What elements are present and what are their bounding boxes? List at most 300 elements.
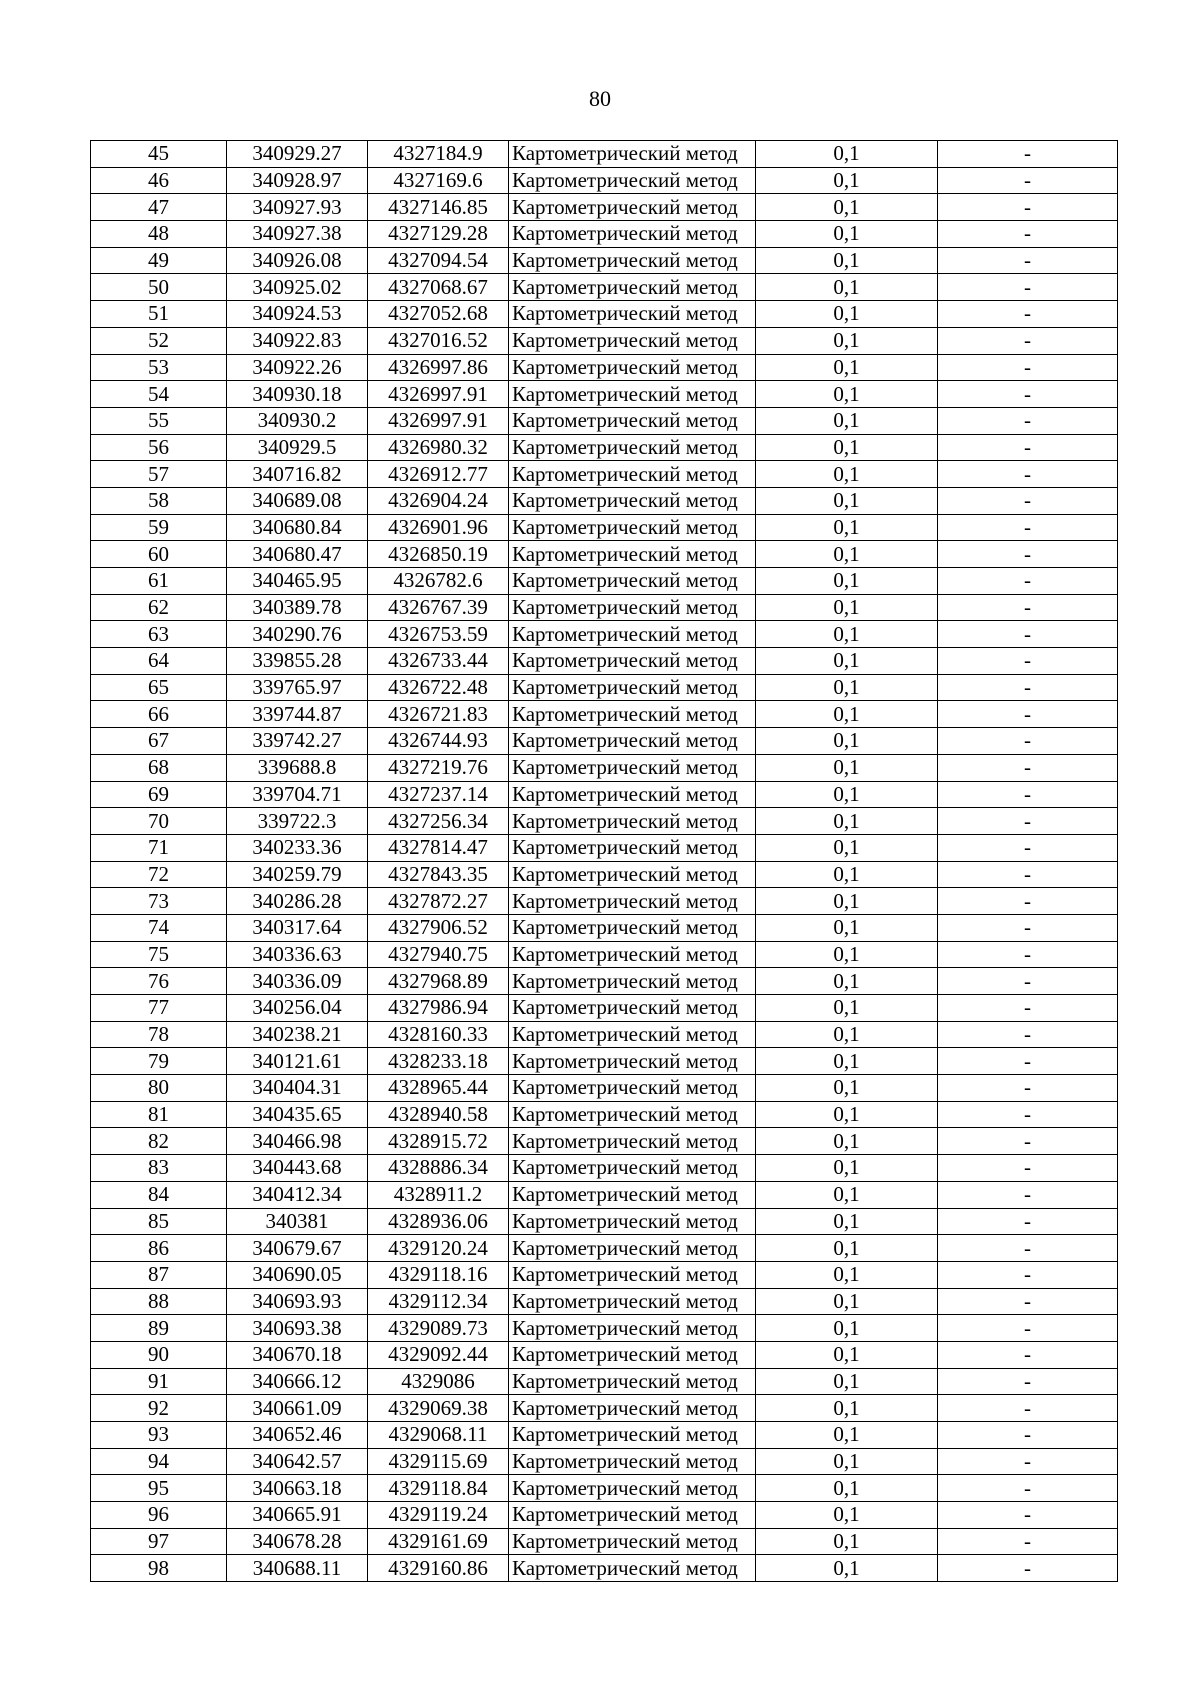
y-coordinate-cell: 4329092.44 xyxy=(368,1341,509,1368)
x-coordinate-cell: 340443.68 xyxy=(227,1155,368,1182)
method-cell: Картометрический метод xyxy=(509,514,756,541)
accuracy-cell: 0,1 xyxy=(756,1261,938,1288)
accuracy-cell: 0,1 xyxy=(756,781,938,808)
y-coordinate-cell: 4329120.24 xyxy=(368,1235,509,1262)
note-cell: - xyxy=(938,141,1118,168)
point-number-cell: 89 xyxy=(91,1315,227,1342)
point-number-cell: 65 xyxy=(91,674,227,701)
x-coordinate-cell: 340666.12 xyxy=(227,1368,368,1395)
method-cell: Картометрический метод xyxy=(509,701,756,728)
x-coordinate-cell: 340690.05 xyxy=(227,1261,368,1288)
y-coordinate-cell: 4328936.06 xyxy=(368,1208,509,1235)
accuracy-cell: 0,1 xyxy=(756,1208,938,1235)
x-coordinate-cell: 340404.31 xyxy=(227,1075,368,1102)
point-number-cell: 57 xyxy=(91,461,227,488)
table-row xyxy=(91,1208,1118,1235)
y-coordinate-cell: 4327968.89 xyxy=(368,968,509,995)
table-row xyxy=(91,327,1118,354)
table-row xyxy=(91,941,1118,968)
y-coordinate-cell: 4326850.19 xyxy=(368,541,509,568)
point-number-cell: 90 xyxy=(91,1341,227,1368)
x-coordinate-cell: 339765.97 xyxy=(227,674,368,701)
table-row xyxy=(91,354,1118,381)
accuracy-cell: 0,1 xyxy=(756,914,938,941)
x-coordinate-cell: 339742.27 xyxy=(227,728,368,755)
table-row xyxy=(91,514,1118,541)
point-number-cell: 98 xyxy=(91,1555,227,1582)
y-coordinate-cell: 4327016.52 xyxy=(368,327,509,354)
x-coordinate-cell: 340693.38 xyxy=(227,1315,368,1342)
method-cell: Картометрический метод xyxy=(509,1288,756,1315)
point-number-cell: 80 xyxy=(91,1075,227,1102)
y-coordinate-cell: 4327129.28 xyxy=(368,221,509,248)
accuracy-cell: 0,1 xyxy=(756,568,938,595)
table-row xyxy=(91,621,1118,648)
table-row xyxy=(91,914,1118,941)
note-cell: - xyxy=(938,1128,1118,1155)
point-number-cell: 94 xyxy=(91,1448,227,1475)
note-cell: - xyxy=(938,221,1118,248)
table-row xyxy=(91,888,1118,915)
table-row xyxy=(91,221,1118,248)
x-coordinate-cell: 340389.78 xyxy=(227,594,368,621)
point-number-cell: 95 xyxy=(91,1475,227,1502)
x-coordinate-cell: 340381 xyxy=(227,1208,368,1235)
point-number-cell: 78 xyxy=(91,1021,227,1048)
x-coordinate-cell: 340435.65 xyxy=(227,1101,368,1128)
table-row xyxy=(91,1075,1118,1102)
x-coordinate-cell: 340233.36 xyxy=(227,834,368,861)
x-coordinate-cell: 340663.18 xyxy=(227,1475,368,1502)
note-cell: - xyxy=(938,754,1118,781)
accuracy-cell: 0,1 xyxy=(756,1075,938,1102)
x-coordinate-cell: 340642.57 xyxy=(227,1448,368,1475)
note-cell: - xyxy=(938,568,1118,595)
method-cell: Картометрический метод xyxy=(509,434,756,461)
note-cell: - xyxy=(938,1048,1118,1075)
point-number-cell: 54 xyxy=(91,381,227,408)
method-cell: Картометрический метод xyxy=(509,621,756,648)
note-cell: - xyxy=(938,701,1118,728)
accuracy-cell: 0,1 xyxy=(756,674,938,701)
method-cell: Картометрический метод xyxy=(509,808,756,835)
method-cell: Картометрический метод xyxy=(509,381,756,408)
method-cell: Картометрический метод xyxy=(509,781,756,808)
note-cell: - xyxy=(938,167,1118,194)
method-cell: Картометрический метод xyxy=(509,301,756,328)
x-coordinate-cell: 340929.5 xyxy=(227,434,368,461)
method-cell: Картометрический метод xyxy=(509,327,756,354)
accuracy-cell: 0,1 xyxy=(756,541,938,568)
point-number-cell: 70 xyxy=(91,808,227,835)
y-coordinate-cell: 4329160.86 xyxy=(368,1555,509,1582)
x-coordinate-cell: 340927.93 xyxy=(227,194,368,221)
table-row xyxy=(91,434,1118,461)
note-cell: - xyxy=(938,1422,1118,1449)
method-cell: Картометрический метод xyxy=(509,541,756,568)
note-cell: - xyxy=(938,941,1118,968)
method-cell: Картометрический метод xyxy=(509,594,756,621)
y-coordinate-cell: 4329118.84 xyxy=(368,1475,509,1502)
method-cell: Картометрический метод xyxy=(509,968,756,995)
table-row xyxy=(91,541,1118,568)
accuracy-cell: 0,1 xyxy=(756,274,938,301)
table-row xyxy=(91,141,1118,168)
x-coordinate-cell: 340466.98 xyxy=(227,1128,368,1155)
table-row xyxy=(91,808,1118,835)
table-row xyxy=(91,1395,1118,1422)
point-number-cell: 61 xyxy=(91,568,227,595)
x-coordinate-cell: 340716.82 xyxy=(227,461,368,488)
method-cell: Картометрический метод xyxy=(509,1341,756,1368)
note-cell: - xyxy=(938,1181,1118,1208)
point-number-cell: 51 xyxy=(91,301,227,328)
accuracy-cell: 0,1 xyxy=(756,1235,938,1262)
accuracy-cell: 0,1 xyxy=(756,1528,938,1555)
accuracy-cell: 0,1 xyxy=(756,1341,938,1368)
table-row xyxy=(91,1315,1118,1342)
point-number-cell: 47 xyxy=(91,194,227,221)
note-cell: - xyxy=(938,1395,1118,1422)
point-number-cell: 46 xyxy=(91,167,227,194)
note-cell: - xyxy=(938,728,1118,755)
note-cell: - xyxy=(938,621,1118,648)
coordinates-table-body xyxy=(91,141,1118,1582)
y-coordinate-cell: 4329086 xyxy=(368,1368,509,1395)
note-cell: - xyxy=(938,194,1118,221)
method-cell: Картометрический метод xyxy=(509,861,756,888)
accuracy-cell: 0,1 xyxy=(756,221,938,248)
accuracy-cell: 0,1 xyxy=(756,327,938,354)
accuracy-cell: 0,1 xyxy=(756,941,938,968)
y-coordinate-cell: 4327068.67 xyxy=(368,274,509,301)
x-coordinate-cell: 339704.71 xyxy=(227,781,368,808)
point-number-cell: 62 xyxy=(91,594,227,621)
y-coordinate-cell: 4328886.34 xyxy=(368,1155,509,1182)
note-cell: - xyxy=(938,407,1118,434)
x-coordinate-cell: 340336.09 xyxy=(227,968,368,995)
point-number-cell: 75 xyxy=(91,941,227,968)
method-cell: Картометрический метод xyxy=(509,1048,756,1075)
method-cell: Картометрический метод xyxy=(509,834,756,861)
accuracy-cell: 0,1 xyxy=(756,1395,938,1422)
table-row xyxy=(91,1341,1118,1368)
accuracy-cell: 0,1 xyxy=(756,434,938,461)
y-coordinate-cell: 4326767.39 xyxy=(368,594,509,621)
table-row xyxy=(91,461,1118,488)
accuracy-cell: 0,1 xyxy=(756,141,938,168)
note-cell: - xyxy=(938,434,1118,461)
point-number-cell: 96 xyxy=(91,1502,227,1529)
point-number-cell: 74 xyxy=(91,914,227,941)
method-cell: Картометрический метод xyxy=(509,1315,756,1342)
y-coordinate-cell: 4328160.33 xyxy=(368,1021,509,1048)
y-coordinate-cell: 4327814.47 xyxy=(368,834,509,861)
accuracy-cell: 0,1 xyxy=(756,1448,938,1475)
accuracy-cell: 0,1 xyxy=(756,1288,938,1315)
point-number-cell: 53 xyxy=(91,354,227,381)
accuracy-cell: 0,1 xyxy=(756,1101,938,1128)
table-row xyxy=(91,1368,1118,1395)
point-number-cell: 97 xyxy=(91,1528,227,1555)
x-coordinate-cell: 340336.63 xyxy=(227,941,368,968)
y-coordinate-cell: 4326904.24 xyxy=(368,487,509,514)
note-cell: - xyxy=(938,968,1118,995)
accuracy-cell: 0,1 xyxy=(756,1422,938,1449)
point-number-cell: 50 xyxy=(91,274,227,301)
table-row xyxy=(91,1448,1118,1475)
point-number-cell: 92 xyxy=(91,1395,227,1422)
table-row xyxy=(91,1128,1118,1155)
note-cell: - xyxy=(938,381,1118,408)
note-cell: - xyxy=(938,541,1118,568)
method-cell: Картометрический метод xyxy=(509,995,756,1022)
table-row xyxy=(91,1101,1118,1128)
x-coordinate-cell: 340678.28 xyxy=(227,1528,368,1555)
point-number-cell: 85 xyxy=(91,1208,227,1235)
method-cell: Картометрический метод xyxy=(509,1502,756,1529)
page-number: 80 xyxy=(589,86,611,111)
method-cell: Картометрический метод xyxy=(509,1475,756,1502)
note-cell: - xyxy=(938,1155,1118,1182)
point-number-cell: 82 xyxy=(91,1128,227,1155)
table-row xyxy=(91,194,1118,221)
y-coordinate-cell: 4329089.73 xyxy=(368,1315,509,1342)
point-number-cell: 77 xyxy=(91,995,227,1022)
method-cell: Картометрический метод xyxy=(509,167,756,194)
x-coordinate-cell: 339744.87 xyxy=(227,701,368,728)
y-coordinate-cell: 4327256.34 xyxy=(368,808,509,835)
y-coordinate-cell: 4327237.14 xyxy=(368,781,509,808)
accuracy-cell: 0,1 xyxy=(756,1555,938,1582)
point-number-cell: 72 xyxy=(91,861,227,888)
method-cell: Картометрический метод xyxy=(509,728,756,755)
point-number-cell: 73 xyxy=(91,888,227,915)
table-row xyxy=(91,487,1118,514)
table-row xyxy=(91,861,1118,888)
method-cell: Картометрический метод xyxy=(509,941,756,968)
point-number-cell: 60 xyxy=(91,541,227,568)
table-row xyxy=(91,1502,1118,1529)
table-row xyxy=(91,1261,1118,1288)
accuracy-cell: 0,1 xyxy=(756,621,938,648)
method-cell: Картометрический метод xyxy=(509,1422,756,1449)
accuracy-cell: 0,1 xyxy=(756,1128,938,1155)
note-cell: - xyxy=(938,1528,1118,1555)
y-coordinate-cell: 4326980.32 xyxy=(368,434,509,461)
x-coordinate-cell: 339722.3 xyxy=(227,808,368,835)
note-cell: - xyxy=(938,914,1118,941)
method-cell: Картометрический метод xyxy=(509,1101,756,1128)
note-cell: - xyxy=(938,1261,1118,1288)
x-coordinate-cell: 340922.26 xyxy=(227,354,368,381)
table-row xyxy=(91,1181,1118,1208)
x-coordinate-cell: 339688.8 xyxy=(227,754,368,781)
table-row xyxy=(91,1288,1118,1315)
x-coordinate-cell: 340661.09 xyxy=(227,1395,368,1422)
x-coordinate-cell: 340652.46 xyxy=(227,1422,368,1449)
y-coordinate-cell: 4326912.77 xyxy=(368,461,509,488)
method-cell: Картометрический метод xyxy=(509,194,756,221)
point-number-cell: 49 xyxy=(91,247,227,274)
accuracy-cell: 0,1 xyxy=(756,247,938,274)
accuracy-cell: 0,1 xyxy=(756,1155,938,1182)
point-number-cell: 93 xyxy=(91,1422,227,1449)
point-number-cell: 55 xyxy=(91,407,227,434)
x-coordinate-cell: 340412.34 xyxy=(227,1181,368,1208)
table-row xyxy=(91,995,1118,1022)
note-cell: - xyxy=(938,1208,1118,1235)
point-number-cell: 87 xyxy=(91,1261,227,1288)
x-coordinate-cell: 340121.61 xyxy=(227,1048,368,1075)
note-cell: - xyxy=(938,834,1118,861)
point-number-cell: 56 xyxy=(91,434,227,461)
method-cell: Картометрический метод xyxy=(509,1448,756,1475)
note-cell: - xyxy=(938,1555,1118,1582)
accuracy-cell: 0,1 xyxy=(756,648,938,675)
table-row xyxy=(91,274,1118,301)
point-number-cell: 81 xyxy=(91,1101,227,1128)
table-row xyxy=(91,781,1118,808)
method-cell: Картометрический метод xyxy=(509,1368,756,1395)
method-cell: Картометрический метод xyxy=(509,1128,756,1155)
point-number-cell: 71 xyxy=(91,834,227,861)
accuracy-cell: 0,1 xyxy=(756,1368,938,1395)
x-coordinate-cell: 340670.18 xyxy=(227,1341,368,1368)
y-coordinate-cell: 4328911.2 xyxy=(368,1181,509,1208)
accuracy-cell: 0,1 xyxy=(756,754,938,781)
method-cell: Картометрический метод xyxy=(509,221,756,248)
table-row xyxy=(91,1235,1118,1262)
x-coordinate-cell: 340688.11 xyxy=(227,1555,368,1582)
table-row xyxy=(91,834,1118,861)
point-number-cell: 64 xyxy=(91,648,227,675)
x-coordinate-cell: 340929.27 xyxy=(227,141,368,168)
method-cell: Картометрический метод xyxy=(509,1075,756,1102)
method-cell: Картометрический метод xyxy=(509,674,756,701)
point-number-cell: 52 xyxy=(91,327,227,354)
x-coordinate-cell: 340693.93 xyxy=(227,1288,368,1315)
accuracy-cell: 0,1 xyxy=(756,808,938,835)
y-coordinate-cell: 4327872.27 xyxy=(368,888,509,915)
note-cell: - xyxy=(938,514,1118,541)
accuracy-cell: 0,1 xyxy=(756,354,938,381)
x-coordinate-cell: 340290.76 xyxy=(227,621,368,648)
note-cell: - xyxy=(938,1368,1118,1395)
y-coordinate-cell: 4327843.35 xyxy=(368,861,509,888)
y-coordinate-cell: 4329161.69 xyxy=(368,1528,509,1555)
y-coordinate-cell: 4328915.72 xyxy=(368,1128,509,1155)
y-coordinate-cell: 4326753.59 xyxy=(368,621,509,648)
y-coordinate-cell: 4329118.16 xyxy=(368,1261,509,1288)
x-coordinate-cell: 340679.67 xyxy=(227,1235,368,1262)
table-row xyxy=(91,1021,1118,1048)
y-coordinate-cell: 4329069.38 xyxy=(368,1395,509,1422)
y-coordinate-cell: 4327184.9 xyxy=(368,141,509,168)
note-cell: - xyxy=(938,1341,1118,1368)
point-number-cell: 88 xyxy=(91,1288,227,1315)
accuracy-cell: 0,1 xyxy=(756,1475,938,1502)
note-cell: - xyxy=(938,674,1118,701)
point-number-cell: 45 xyxy=(91,141,227,168)
y-coordinate-cell: 4326744.93 xyxy=(368,728,509,755)
y-coordinate-cell: 4326733.44 xyxy=(368,648,509,675)
method-cell: Картометрический метод xyxy=(509,407,756,434)
x-coordinate-cell: 340465.95 xyxy=(227,568,368,595)
accuracy-cell: 0,1 xyxy=(756,301,938,328)
y-coordinate-cell: 4327219.76 xyxy=(368,754,509,781)
y-coordinate-cell: 4329119.24 xyxy=(368,1502,509,1529)
x-coordinate-cell: 340286.28 xyxy=(227,888,368,915)
table-row xyxy=(91,381,1118,408)
table-row xyxy=(91,674,1118,701)
y-coordinate-cell: 4328965.44 xyxy=(368,1075,509,1102)
table-row xyxy=(91,1555,1118,1582)
note-cell: - xyxy=(938,781,1118,808)
note-cell: - xyxy=(938,301,1118,328)
method-cell: Картометрический метод xyxy=(509,1261,756,1288)
method-cell: Картометрический метод xyxy=(509,1155,756,1182)
method-cell: Картометрический метод xyxy=(509,754,756,781)
x-coordinate-cell: 339855.28 xyxy=(227,648,368,675)
note-cell: - xyxy=(938,1101,1118,1128)
x-coordinate-cell: 340680.47 xyxy=(227,541,368,568)
y-coordinate-cell: 4327986.94 xyxy=(368,995,509,1022)
accuracy-cell: 0,1 xyxy=(756,1021,938,1048)
point-number-cell: 68 xyxy=(91,754,227,781)
x-coordinate-cell: 340926.08 xyxy=(227,247,368,274)
x-coordinate-cell: 340689.08 xyxy=(227,487,368,514)
point-number-cell: 91 xyxy=(91,1368,227,1395)
note-cell: - xyxy=(938,1475,1118,1502)
method-cell: Картометрический метод xyxy=(509,888,756,915)
accuracy-cell: 0,1 xyxy=(756,861,938,888)
y-coordinate-cell: 4329112.34 xyxy=(368,1288,509,1315)
x-coordinate-cell: 340680.84 xyxy=(227,514,368,541)
x-coordinate-cell: 340930.2 xyxy=(227,407,368,434)
table-row xyxy=(91,407,1118,434)
note-cell: - xyxy=(938,1502,1118,1529)
y-coordinate-cell: 4326782.6 xyxy=(368,568,509,595)
y-coordinate-cell: 4329068.11 xyxy=(368,1422,509,1449)
note-cell: - xyxy=(938,247,1118,274)
point-number-cell: 83 xyxy=(91,1155,227,1182)
note-cell: - xyxy=(938,1315,1118,1342)
note-cell: - xyxy=(938,274,1118,301)
point-number-cell: 86 xyxy=(91,1235,227,1262)
x-coordinate-cell: 340665.91 xyxy=(227,1502,368,1529)
point-number-cell: 67 xyxy=(91,728,227,755)
table-row xyxy=(91,968,1118,995)
table-row xyxy=(91,568,1118,595)
point-number-cell: 66 xyxy=(91,701,227,728)
note-cell: - xyxy=(938,354,1118,381)
note-cell: - xyxy=(938,888,1118,915)
table-row xyxy=(91,1155,1118,1182)
accuracy-cell: 0,1 xyxy=(756,701,938,728)
note-cell: - xyxy=(938,1448,1118,1475)
x-coordinate-cell: 340259.79 xyxy=(227,861,368,888)
y-coordinate-cell: 4327169.6 xyxy=(368,167,509,194)
y-coordinate-cell: 4326901.96 xyxy=(368,514,509,541)
method-cell: Картометрический метод xyxy=(509,1528,756,1555)
x-coordinate-cell: 340238.21 xyxy=(227,1021,368,1048)
x-coordinate-cell: 340927.38 xyxy=(227,221,368,248)
accuracy-cell: 0,1 xyxy=(756,1502,938,1529)
x-coordinate-cell: 340925.02 xyxy=(227,274,368,301)
accuracy-cell: 0,1 xyxy=(756,1048,938,1075)
note-cell: - xyxy=(938,648,1118,675)
